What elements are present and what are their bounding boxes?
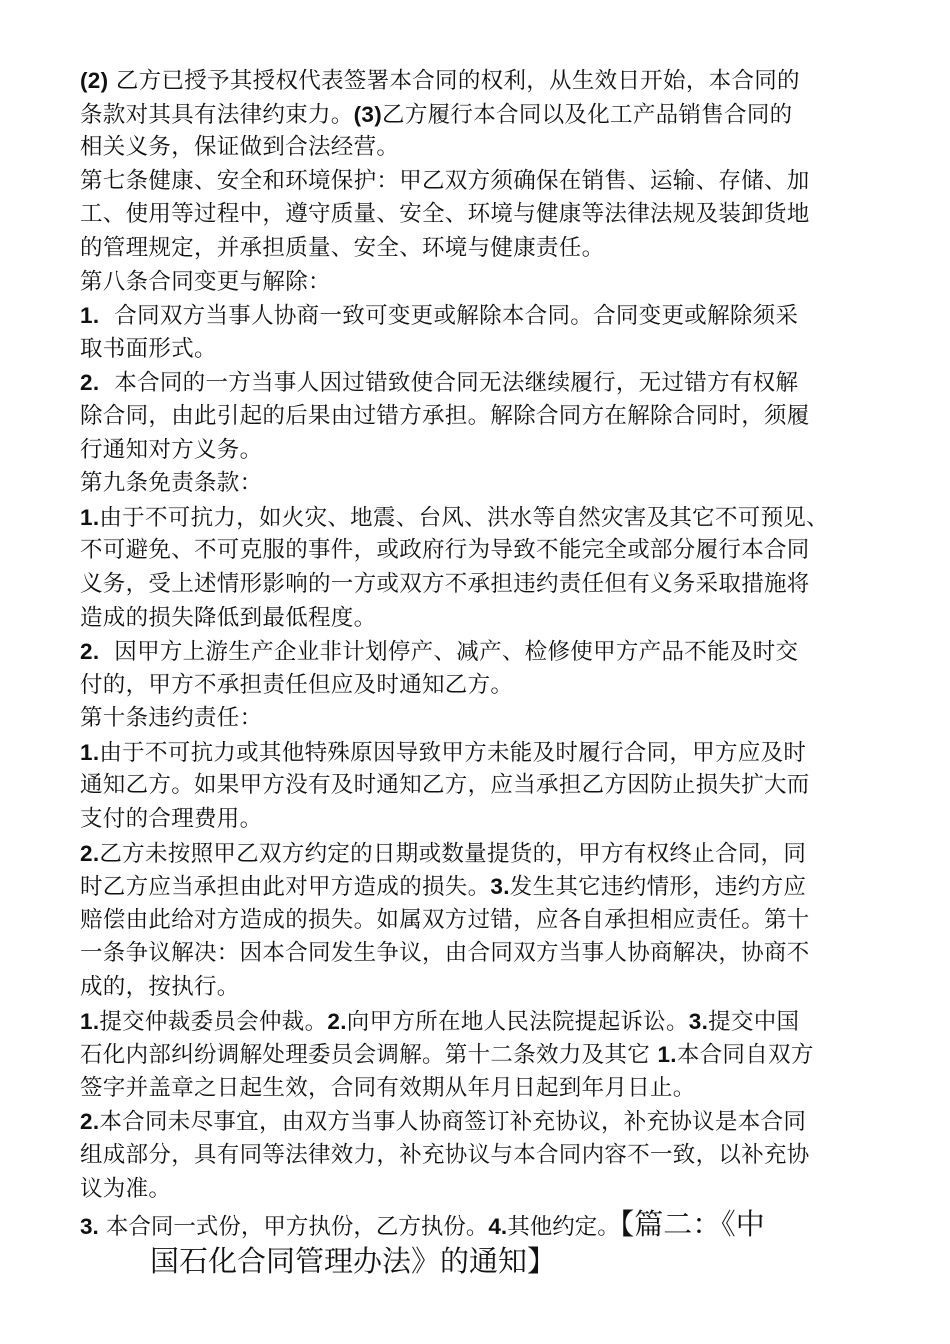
line-text: 第八条合同变更与解除： xyxy=(80,268,331,295)
item-number: 2. xyxy=(80,639,100,665)
line-text: 取书面形式。 xyxy=(80,335,217,362)
text-line xyxy=(80,803,890,837)
line-text: 乙方履行本合同以及化工产品销售合同的 xyxy=(382,101,793,128)
text-line xyxy=(80,333,890,367)
chapter-heading: 【篇二：《中 xyxy=(619,1207,765,1242)
text-line xyxy=(80,1139,890,1173)
line-text: 的管理规定，并承担质量、安全、环境与健康责任。 xyxy=(80,234,605,261)
text-line xyxy=(80,669,890,703)
line-text: 行通知对方义务。 xyxy=(80,436,263,463)
text-line xyxy=(80,837,890,871)
text-line xyxy=(80,131,890,165)
text-line xyxy=(80,1072,890,1106)
text-line xyxy=(80,400,890,434)
line-text: 提交仲裁委员会仲裁。 xyxy=(99,1008,328,1035)
line-text: 支付的合理费用。 xyxy=(80,806,263,833)
item-number: 3. xyxy=(80,1214,99,1240)
text-line xyxy=(80,1005,890,1039)
line-text: 乙方未按照甲乙双方约定的日期或数量提货的，甲方有权终止合同，同 xyxy=(99,840,807,867)
item-number: 1. xyxy=(80,1008,100,1034)
text-line xyxy=(80,98,890,132)
item-number: (3) xyxy=(353,101,383,127)
text-line xyxy=(80,635,890,669)
text-line xyxy=(80,736,890,770)
item-number: 2. xyxy=(327,1008,347,1034)
line-text: 由于不可抗力或其他特殊原因导致甲方未能及时履行合同，甲方应及时 xyxy=(99,739,807,766)
section-heading xyxy=(80,266,890,300)
section-heading xyxy=(80,702,890,736)
line-text: 本合同自双方 xyxy=(676,1042,814,1069)
text-line xyxy=(80,568,890,602)
section-heading xyxy=(80,467,890,501)
text-line xyxy=(80,1173,890,1207)
chapter-heading-line xyxy=(80,1243,890,1280)
line-text: 条款对其具有法律约束力。 xyxy=(80,101,354,128)
text-line xyxy=(80,501,890,535)
text-line xyxy=(80,971,890,1005)
line-text: 提交中国 xyxy=(708,1008,800,1035)
item-number: 2. xyxy=(80,370,100,396)
chapter-heading: 国石化合同管理办法》的通知】 xyxy=(150,1244,557,1279)
line-text: 时乙方应当承担由此对甲方造成的损失。 xyxy=(80,874,491,901)
item-number: 2. xyxy=(80,840,100,866)
line-text: 签字并盖章之日起生效，合同有效期从年月日起到年月日止。 xyxy=(80,1074,696,1101)
line-text: 赔偿由此给对方造成的损失。如属双方过错，应各自承担相应责任。第十 xyxy=(80,906,810,933)
item-number: 1. xyxy=(657,1042,677,1068)
line-text: 成的，按执行。 xyxy=(80,974,240,1001)
item-number: (2) xyxy=(80,68,109,93)
text-line xyxy=(80,534,890,568)
item-number: 1. xyxy=(80,303,100,329)
line-text: 本合同未尽事宜，由双方当事人协商签订补充协议，补充协议是本合同 xyxy=(99,1109,807,1136)
text-line xyxy=(80,366,890,400)
line-text: 第七条健康、安全和环境保护：甲乙双方须确保在销售、运输、存储、加 xyxy=(80,167,810,194)
text-line xyxy=(80,64,890,98)
line-text: 向甲方所在地人民法院提起诉讼。 xyxy=(346,1008,689,1035)
text-line xyxy=(80,937,890,971)
text-line xyxy=(80,165,890,199)
text-line xyxy=(80,232,890,266)
text-line xyxy=(80,1038,890,1072)
line-text: 由于不可抗力，如火灾、地震、台风、洪水等自然灾害及其它不可预见、 xyxy=(99,504,829,531)
line-text: 相关义务，保证做到合法经营。 xyxy=(80,134,400,161)
line-text: 付的，甲方不承担责任但应及时通知乙方。 xyxy=(80,671,514,698)
text-line xyxy=(80,1206,890,1243)
line-text: 乙方已授予其授权代表签署本合同的权利，从生效日开始，本合同的 xyxy=(108,68,800,94)
text-line xyxy=(80,870,890,904)
line-text: 不可避免、不可克服的事件，或政府行为导致不能完全或部分履行本合同 xyxy=(80,537,810,564)
line-text: 造成的损失降低到最低程度。 xyxy=(80,604,377,631)
item-number: 2. xyxy=(80,1109,100,1135)
line-text: 组成部分，具有同等法律效力，补充协议与本合同内容不一致，以补充协 xyxy=(80,1142,810,1168)
line-text: 本合同的一方当事人因过错致使合同无法继续履行，无过错方有权解 xyxy=(99,370,799,397)
line-text: 第十条违约责任： xyxy=(80,705,263,732)
item-number: 3. xyxy=(688,1008,709,1034)
text-line xyxy=(80,602,890,636)
line-text: 发生其它违约情形，违约方应 xyxy=(509,874,807,901)
line-text: 除合同，由此引起的后果由过错方承担。解除合同方在解除合同时，须履 xyxy=(80,402,810,429)
text-line xyxy=(80,299,890,333)
line-text: 一条争议解决：因本合同发生争议，由合同双方当事人协商解决，协商不 xyxy=(80,940,810,967)
line-text: 通知乙方。如果甲方没有及时通知乙方，应当承担乙方因防止损失扩大而 xyxy=(80,772,810,799)
line-text: 其他约定。 xyxy=(507,1214,620,1241)
text-line xyxy=(80,1105,890,1139)
text-line xyxy=(80,198,890,232)
line-text: 本合同一式份，甲方执份，乙方执份。 xyxy=(98,1214,489,1241)
line-text: 工、使用等过程中，遵守质量、安全、环境与健康等法律法规及装卸货地 xyxy=(80,201,810,228)
line-text: 议为准。 xyxy=(80,1175,172,1202)
line-text: 因甲方上游生产企业非计划停产、减产、检修使甲方产品不能及时交 xyxy=(99,639,799,666)
line-text: 石化内部纠纷调解处理委员会调解。第十二条效力及其它 xyxy=(80,1042,658,1069)
item-number: 1. xyxy=(80,739,100,765)
item-number: 3. xyxy=(490,874,510,900)
text-line xyxy=(80,434,890,468)
item-number: 1. xyxy=(80,504,100,530)
line-text: 义务，受上述情形影响的一方或双方不承担违约责任但有义务采取措施将 xyxy=(80,570,810,597)
item-number: 4. xyxy=(488,1214,508,1240)
text-line xyxy=(80,769,890,803)
line-text: 第九条免责条款： xyxy=(80,470,263,497)
document-page xyxy=(80,64,890,1280)
text-line xyxy=(80,904,890,938)
line-text: 合同双方当事人协商一致可变更或解除本合同。合同变更或解除须采 xyxy=(99,303,799,330)
